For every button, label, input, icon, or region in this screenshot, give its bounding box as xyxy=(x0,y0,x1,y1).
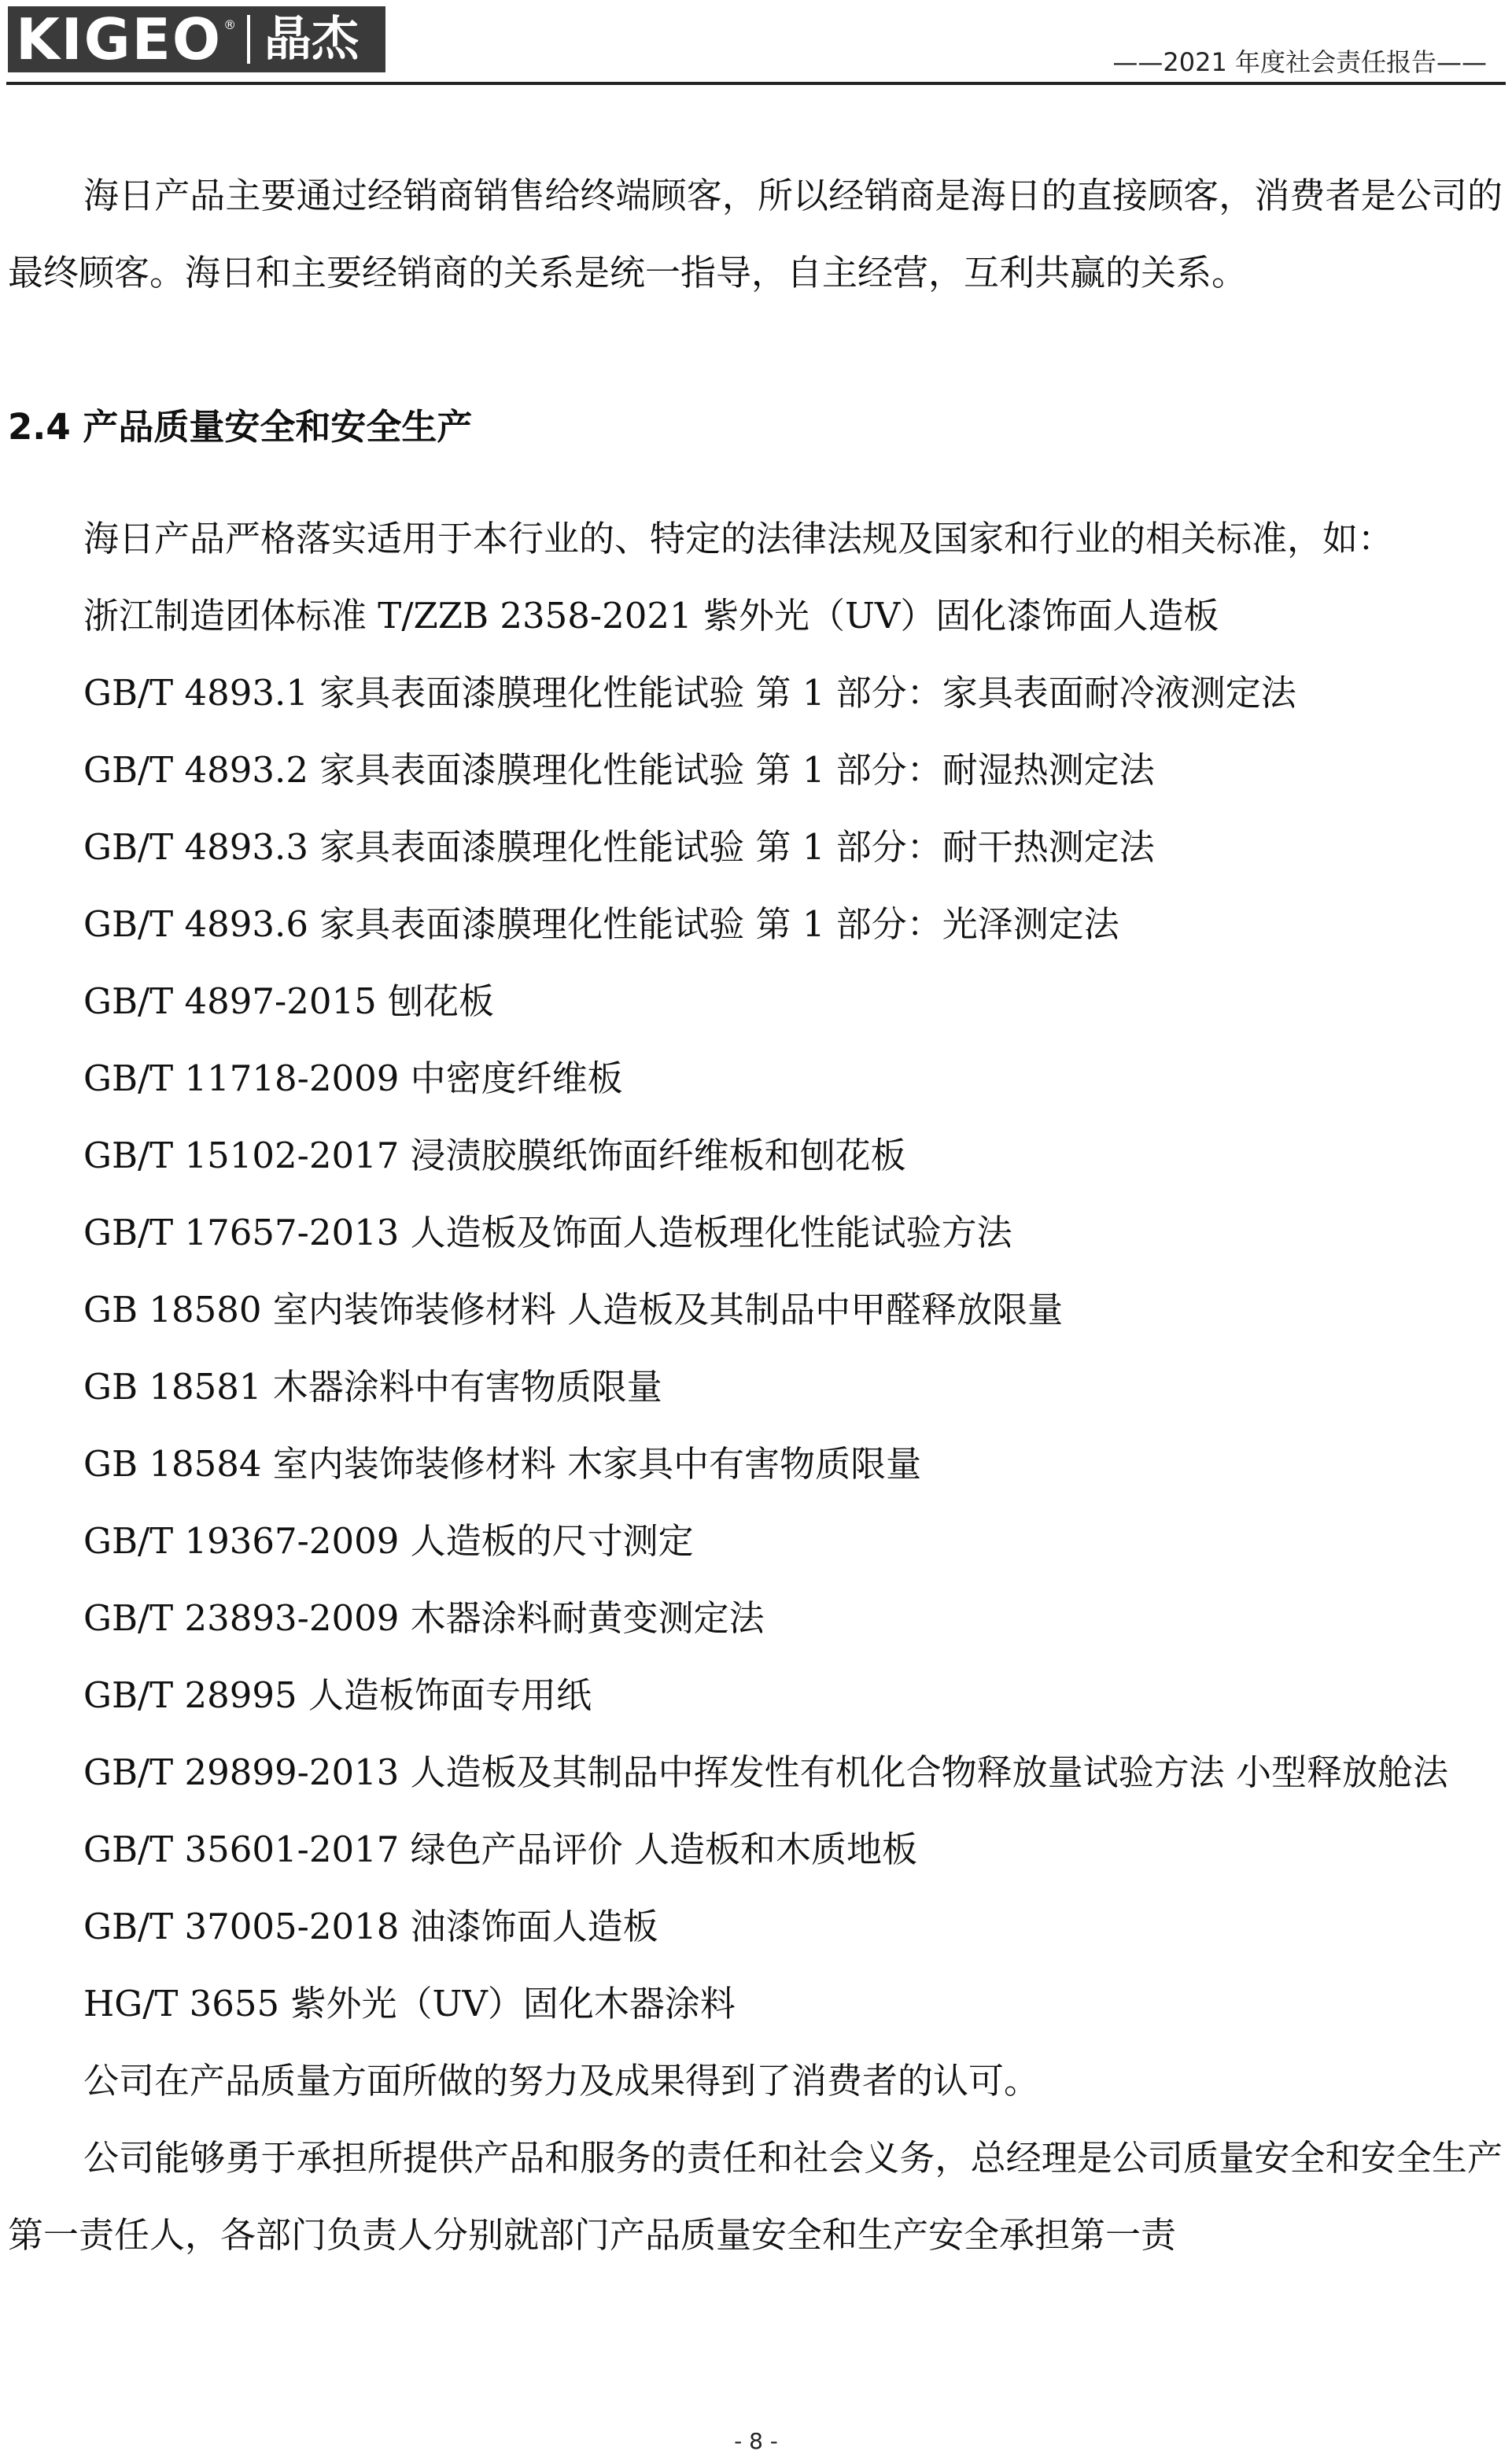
standard-item: GB/T 37005-2018 油漆饰面人造板 xyxy=(83,1906,658,1947)
logo-registered-mark: ® xyxy=(223,17,237,32)
standard-item: GB/T 15102-2017 浸渍胶膜纸饰面纤维板和刨花板 xyxy=(83,1135,906,1176)
standards-list-tail xyxy=(8,1811,1503,2043)
logo-text-en: KIGEO xyxy=(16,6,223,72)
responsibility-paragraph: 公司能够勇于承担所提供产品和服务的责任和社会义务，总经理是公司质量安全和安全生产第一责任人，各部门负责人分别就部门产品质量安全和生产安全承担第一责 xyxy=(8,2137,1503,2256)
standard-item: GB/T 4893.2 家具表面漆膜理化性能试验 第 1 部分：耐湿热测定法 xyxy=(83,749,1155,791)
heading-gap xyxy=(8,466,1503,500)
standards-lead: 海日产品严格落实适用于本行业的、特定的法律法规及国家和行业的相关标准，如： xyxy=(83,518,1394,559)
intro-paragraph: 海日产品主要通过经销商销售给终端顾客，所以经销商是海日的直接顾客，消费者是公司的最终顾客。海日和主要经销商的关系是统一指导，自主经营，互利共赢的关系。 xyxy=(8,175,1503,293)
section-heading: 2.4 产品质量安全和安全生产 xyxy=(8,406,473,448)
standard-item: GB/T 35601-2017 绿色产品评价 人造板和木质地板 xyxy=(83,1829,917,1870)
page-number: - 8 - xyxy=(734,2428,778,2454)
recognition-paragraph: 公司在产品质量方面所做的努力及成果得到了消费者的认可。 xyxy=(83,2060,1040,2102)
standard-item: GB/T 4893.6 家具表面漆膜理化性能试验 第 1 部分：光泽测定法 xyxy=(83,903,1119,945)
document-body xyxy=(8,157,1503,2274)
standard-item-long: GB/T 29899-2013 人造板及其制品中挥发性有机化合物释放量试验方法 小型释放舱法 xyxy=(83,1751,1448,1793)
report-title: ——2021 年度社会责任报告—— xyxy=(1112,47,1487,77)
paragraph-gap xyxy=(8,312,1503,389)
standard-item: GB 18584 室内装饰装修材料 木家具中有害物质限量 xyxy=(83,1443,922,1485)
standard-item: GB/T 23893-2009 木器涂料耐黄变测定法 xyxy=(83,1597,765,1639)
standard-item: GB/T 17657-2013 人造板及饰面人造板理化性能试验方法 xyxy=(83,1212,1012,1253)
standard-item: GB/T 4893.1 家具表面漆膜理化性能试验 第 1 部分：家具表面耐冷液测定法 xyxy=(83,672,1296,714)
standard-item: GB/T 19367-2009 人造板的尺寸测定 xyxy=(83,1520,694,1562)
company-logo xyxy=(8,6,385,72)
page-header xyxy=(0,0,1512,94)
standard-item: GB/T 11718-2009 中密度纤维板 xyxy=(83,1057,623,1099)
standard-item: HG/T 3655 紫外光（UV）固化木器涂料 xyxy=(83,1983,736,2024)
standards-list xyxy=(8,578,1503,1734)
standard-item: GB/T 4893.3 家具表面漆膜理化性能试验 第 1 部分：耐干热测定法 xyxy=(83,826,1155,868)
standard-item: GB/T 28995 人造板饰面专用纸 xyxy=(83,1674,592,1716)
logo-text-cn: 晶杰 xyxy=(264,12,360,67)
logo-divider xyxy=(247,15,250,64)
standard-item: GB 18581 木器涂料中有害物质限量 xyxy=(83,1366,662,1408)
standard-item: GB 18580 室内装饰装修材料 人造板及其制品中甲醛释放限量 xyxy=(83,1289,1064,1330)
header-rule xyxy=(6,82,1506,85)
standard-item: 浙江制造团体标准 T/ZZB 2358-2021 紫外光（UV）固化漆饰面人造板 xyxy=(83,595,1219,637)
standard-item: GB/T 4897-2015 刨花板 xyxy=(83,980,495,1022)
